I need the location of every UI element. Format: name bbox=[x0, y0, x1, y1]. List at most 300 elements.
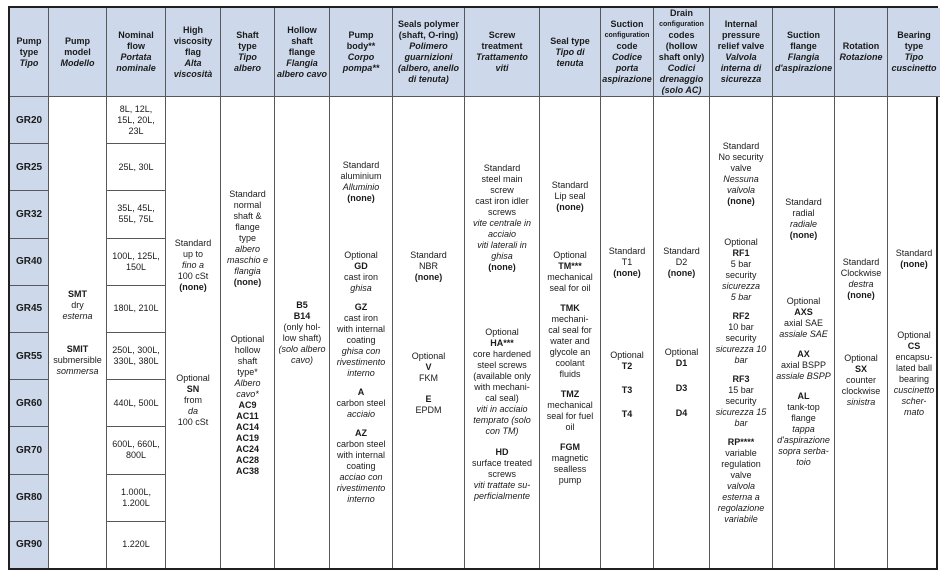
text-line: Alluminio bbox=[342, 182, 380, 192]
header-pump-body bbox=[329, 8, 392, 96]
text-line: temprato (solo bbox=[473, 415, 531, 425]
text-line: D1 bbox=[675, 358, 688, 368]
text-line: SMIT bbox=[66, 343, 89, 354]
header-nominal-flow bbox=[106, 8, 165, 96]
text-line: valve bbox=[730, 162, 752, 173]
text-line: AL bbox=[797, 391, 810, 401]
option-block bbox=[842, 353, 881, 408]
text-line: (none) bbox=[347, 193, 375, 203]
text-line: (none) bbox=[727, 195, 755, 206]
text-line: Codici bbox=[667, 63, 696, 73]
option-block bbox=[336, 428, 385, 505]
text-line: type bbox=[19, 46, 39, 57]
text-line: coolant bbox=[555, 357, 585, 368]
text-line: B5 bbox=[296, 299, 308, 310]
option-block bbox=[776, 349, 831, 382]
text-line: variable bbox=[725, 447, 757, 458]
text-line: Standard bbox=[174, 237, 212, 248]
option-block bbox=[622, 409, 633, 420]
option-block bbox=[718, 437, 765, 525]
header-suction-configuration-code bbox=[600, 8, 653, 96]
text-line: viti in acciaio bbox=[476, 404, 528, 414]
text-line: pressure bbox=[721, 30, 761, 40]
header-suction-flange bbox=[772, 8, 834, 96]
option-block bbox=[410, 250, 447, 283]
text-line: T4 bbox=[621, 408, 633, 419]
text-line: Standard bbox=[842, 257, 880, 267]
text-line: 23L bbox=[128, 125, 144, 136]
text-line: Trattamento bbox=[476, 52, 528, 62]
cell-rotation bbox=[834, 96, 887, 568]
flow-cell bbox=[106, 332, 165, 379]
text-line: 100L, 125L, bbox=[112, 250, 160, 261]
pump-type-cell: GR40 bbox=[10, 238, 48, 285]
text-line: AC38 bbox=[235, 465, 259, 476]
text-line: shaft bbox=[291, 35, 313, 46]
text-line: Codice bbox=[611, 52, 642, 62]
text-line: cuscinetto bbox=[891, 63, 937, 73]
text-line: viti bbox=[495, 63, 509, 73]
text-line: configuration bbox=[659, 21, 704, 28]
text-line: 35L, 45L, bbox=[117, 203, 155, 214]
text-line: up to bbox=[182, 248, 204, 259]
option-block bbox=[552, 180, 589, 213]
text-line: 25L, 30L bbox=[118, 161, 154, 172]
text-line: model bbox=[64, 46, 91, 57]
text-line: Pump bbox=[16, 35, 42, 46]
text-line: acciaio bbox=[346, 409, 375, 419]
text-line: E bbox=[425, 393, 432, 404]
text-line: TM*** bbox=[558, 260, 582, 271]
text-line: Standard bbox=[229, 188, 266, 199]
text-line: Polimero bbox=[409, 41, 448, 51]
text-line: porta bbox=[615, 63, 639, 73]
text-line: RF1 bbox=[732, 247, 750, 258]
text-line: 250L, 300L, bbox=[112, 345, 160, 356]
option-block bbox=[473, 327, 531, 437]
text-line: Albero bbox=[234, 377, 261, 388]
text-line: codes bbox=[668, 30, 695, 40]
text-line: (none) bbox=[789, 230, 818, 240]
text-line: Optional bbox=[411, 350, 446, 361]
header-pump-model bbox=[48, 8, 106, 96]
text-line: 15 bar bbox=[728, 384, 754, 395]
text-line: hollow bbox=[234, 344, 261, 355]
flow-cell bbox=[106, 474, 165, 521]
text-line: flange bbox=[791, 413, 816, 423]
pump-type-cell: GR80 bbox=[10, 474, 48, 521]
text-line: T1 bbox=[621, 256, 633, 267]
text-line: (none) bbox=[233, 276, 262, 287]
pump-type-cell: GR25 bbox=[10, 143, 48, 190]
header-seals-polymer bbox=[392, 8, 464, 96]
text-line: d'aspirazione bbox=[777, 435, 830, 445]
text-line: 1.200L bbox=[122, 497, 150, 508]
text-line: coating bbox=[346, 335, 376, 345]
text-line: Standard bbox=[895, 247, 933, 258]
option-block bbox=[676, 383, 688, 394]
option-block bbox=[415, 394, 441, 416]
text-line: security bbox=[725, 269, 757, 280]
text-line: axial BSPP bbox=[780, 360, 827, 370]
text-line: low shaft) bbox=[282, 332, 322, 343]
flow-cell bbox=[106, 379, 165, 426]
cell-pump-body bbox=[329, 96, 392, 568]
text-line: albero bbox=[234, 243, 261, 254]
option-block bbox=[894, 330, 935, 418]
text-line: 8L, 12L, bbox=[119, 103, 153, 114]
option-block bbox=[779, 296, 828, 340]
cell-shaft-type bbox=[220, 96, 274, 568]
text-line: SMT bbox=[68, 288, 87, 299]
text-line: seal for oil bbox=[549, 282, 591, 293]
option-block bbox=[716, 311, 767, 366]
text-line: viti trattate su- bbox=[473, 480, 531, 490]
text-line: 5 bar bbox=[730, 258, 752, 269]
text-line: cavo) bbox=[290, 354, 313, 365]
text-line: 180L, 210L bbox=[113, 303, 159, 314]
text-line: AC11 bbox=[236, 410, 259, 421]
text-line: bearing bbox=[898, 373, 930, 384]
text-line: Nessuna bbox=[723, 173, 759, 184]
option-block bbox=[663, 246, 700, 279]
header-seal-type bbox=[539, 8, 600, 96]
text-line: FKM bbox=[419, 372, 438, 383]
text-line: No security bbox=[718, 151, 764, 162]
text-line: with mechani- bbox=[474, 382, 530, 392]
text-line: Clockwise bbox=[840, 268, 882, 278]
text-line: assiale BSPP bbox=[776, 371, 831, 381]
text-line: AC19 bbox=[235, 432, 259, 443]
text-line: interno bbox=[347, 494, 375, 504]
text-line: HA*** bbox=[490, 338, 514, 348]
text-line: d'aspirazione bbox=[774, 63, 833, 73]
text-line: glycole an bbox=[549, 346, 591, 357]
text-line: di tenuta) bbox=[408, 74, 449, 84]
text-line: relief valve bbox=[717, 41, 765, 51]
pump-type-cell: GR32 bbox=[10, 190, 48, 237]
text-line: ghisa bbox=[491, 251, 513, 261]
text-line: fluids bbox=[559, 368, 581, 379]
text-line: Tipo bbox=[904, 52, 924, 62]
text-line: counter bbox=[845, 375, 876, 385]
text-line: vite centrale in bbox=[472, 218, 532, 228]
text-line: pompa** bbox=[342, 63, 380, 73]
text-line: normal bbox=[233, 199, 262, 210]
text-line: 150L bbox=[125, 261, 147, 272]
text-line: magnetic bbox=[551, 452, 589, 463]
option-block bbox=[175, 238, 212, 293]
option-block bbox=[53, 344, 102, 377]
option-block bbox=[665, 347, 699, 369]
text-line: assiale SAE bbox=[779, 329, 828, 339]
text-line: (none) bbox=[414, 271, 443, 282]
option-block bbox=[552, 442, 589, 486]
option-block bbox=[722, 237, 760, 303]
text-line: (albero, anello bbox=[397, 63, 459, 73]
text-line: D2 bbox=[675, 257, 688, 267]
pump-type-cell: GR70 bbox=[10, 426, 48, 473]
text-line: A bbox=[357, 387, 365, 397]
header-high-viscosity-flag bbox=[165, 8, 220, 96]
text-line: 15L, 20L, bbox=[117, 114, 155, 125]
text-line: AC28 bbox=[235, 454, 259, 465]
text-line: (none) bbox=[900, 258, 928, 269]
text-line: (none) bbox=[613, 267, 641, 278]
text-line: oil bbox=[565, 421, 575, 432]
header-internal-pressure-relief-valve bbox=[709, 8, 772, 96]
text-line: Bearing bbox=[897, 30, 931, 40]
text-line: EPDM bbox=[415, 404, 442, 415]
text-line: cavo* bbox=[236, 388, 259, 399]
option-block bbox=[344, 250, 378, 294]
text-line: sicurezza bbox=[721, 280, 760, 291]
option-block bbox=[718, 141, 763, 207]
text-line: CS bbox=[907, 340, 921, 351]
text-line: drenaggio bbox=[659, 74, 704, 84]
option-block bbox=[777, 391, 830, 468]
text-line: interno bbox=[347, 368, 375, 378]
text-line: D3 bbox=[675, 383, 688, 393]
text-line: viscosity bbox=[173, 35, 213, 46]
text-line: 800L bbox=[125, 450, 147, 461]
option-block bbox=[278, 300, 325, 366]
option-block bbox=[340, 160, 381, 204]
text-line: guarnizioni bbox=[404, 52, 453, 62]
text-line: axial SAE bbox=[783, 318, 824, 328]
text-line: viti laterali in bbox=[477, 240, 527, 250]
text-line: screws bbox=[487, 207, 516, 217]
text-line: Seal type bbox=[550, 35, 590, 46]
text-line: Modello bbox=[60, 57, 95, 68]
text-line: steel main bbox=[481, 174, 523, 184]
option-block bbox=[547, 250, 593, 294]
text-line: mechanical bbox=[547, 399, 593, 410]
text-line: coating bbox=[346, 461, 376, 471]
cell-suction-config bbox=[600, 96, 653, 568]
text-line: Optional bbox=[664, 347, 699, 357]
text-line: carbon steel bbox=[336, 398, 386, 408]
text-line: Valvola bbox=[725, 52, 757, 62]
cell-suction-flange bbox=[772, 96, 834, 568]
text-line: Optional bbox=[230, 333, 265, 344]
text-line: HD bbox=[495, 447, 509, 457]
text-line: AXS bbox=[794, 307, 813, 317]
text-line: aspirazione bbox=[602, 74, 652, 84]
text-line: 10 bar bbox=[728, 321, 754, 332]
text-line: submersible bbox=[53, 354, 102, 365]
text-line: Portata bbox=[120, 52, 152, 62]
text-line: Rotation bbox=[842, 41, 880, 51]
text-line: Standard bbox=[410, 249, 447, 260]
text-line: carbon steel bbox=[336, 439, 386, 449]
text-line: B14 bbox=[293, 310, 311, 321]
text-line: TMK bbox=[560, 302, 580, 313]
flow-cell bbox=[106, 521, 165, 568]
text-line: mato bbox=[903, 406, 924, 417]
text-line: type bbox=[904, 41, 924, 51]
text-line: Hollow bbox=[287, 24, 317, 35]
text-line: AX bbox=[797, 349, 810, 359]
text-line: cal seal for bbox=[548, 324, 592, 335]
text-line: 440L, 500L bbox=[113, 397, 159, 408]
cell-drain-config bbox=[653, 96, 709, 568]
text-line: SN bbox=[186, 383, 200, 394]
text-line: AC24 bbox=[235, 443, 259, 454]
text-line: screws bbox=[487, 469, 516, 479]
text-line: with internal bbox=[336, 450, 386, 460]
text-line: cal seal) bbox=[485, 393, 519, 403]
option-block bbox=[231, 334, 265, 477]
option-block bbox=[227, 189, 268, 288]
header-bearing-type bbox=[887, 8, 940, 96]
text-line: Pump bbox=[64, 35, 90, 46]
text-line: Pump bbox=[348, 30, 374, 40]
option-block bbox=[547, 389, 594, 433]
text-line: radiale bbox=[789, 219, 818, 229]
text-line: V bbox=[425, 361, 432, 372]
option-block bbox=[548, 303, 592, 380]
text-line: Suction bbox=[610, 19, 644, 29]
pump-type-cell: GR90 bbox=[10, 521, 48, 568]
text-line: Standard bbox=[342, 160, 380, 170]
text-line: type* bbox=[237, 366, 258, 377]
text-line: encapsu- bbox=[895, 351, 933, 362]
text-line: T2 bbox=[621, 360, 633, 371]
text-line: TMZ bbox=[560, 388, 580, 399]
text-line: albero bbox=[233, 63, 261, 73]
pump-type-cell: GR60 bbox=[10, 379, 48, 426]
text-line: clockwise bbox=[841, 386, 881, 396]
text-line: (shaft, O-ring) bbox=[398, 30, 459, 40]
text-line: Standard bbox=[785, 197, 822, 207]
text-line: perficialmente bbox=[473, 491, 530, 501]
text-line: 1.000L, bbox=[120, 486, 152, 497]
text-line: treatment bbox=[481, 41, 523, 51]
text-line: viscosità bbox=[173, 68, 213, 79]
option-block bbox=[62, 289, 92, 322]
text-line: radial bbox=[792, 208, 815, 218]
text-line: Suction bbox=[787, 30, 820, 40]
pump-spec-table bbox=[8, 6, 938, 570]
header-shaft-type bbox=[220, 8, 274, 96]
text-line: Optional bbox=[344, 250, 378, 260]
flow-cell bbox=[106, 426, 165, 473]
flow-cell bbox=[106, 285, 165, 332]
text-line: Optional bbox=[553, 249, 587, 260]
text-line: Drain bbox=[669, 8, 693, 18]
pump-type-cell: GR20 bbox=[10, 96, 48, 143]
text-line: (none) bbox=[667, 268, 696, 278]
text-line: da bbox=[187, 405, 198, 416]
text-line: (available only bbox=[473, 371, 531, 381]
text-line: RF3 bbox=[732, 373, 750, 384]
text-line: albero cavo bbox=[276, 68, 328, 79]
option-block bbox=[176, 373, 210, 428]
text-line: (solo albero bbox=[278, 343, 326, 354]
text-line: regolazione bbox=[717, 502, 765, 513]
text-line: maschio e bbox=[226, 254, 269, 265]
option-block bbox=[676, 408, 688, 419]
pump-type-cell: GR55 bbox=[10, 332, 48, 379]
text-line: GZ bbox=[354, 302, 368, 312]
option-block bbox=[610, 350, 644, 372]
text-line: Standard bbox=[608, 245, 646, 256]
text-line: Tipo bbox=[19, 57, 39, 68]
text-line: Optional bbox=[176, 372, 210, 383]
option-block bbox=[716, 374, 767, 429]
option-block bbox=[336, 387, 385, 420]
text-line: ghisa bbox=[350, 283, 372, 293]
text-line: acciao con bbox=[339, 472, 383, 482]
text-line: acciaio bbox=[487, 229, 516, 239]
text-line: Seals polymer bbox=[397, 19, 460, 29]
option-block bbox=[622, 385, 633, 396]
text-line: flange bbox=[235, 221, 260, 232]
text-line: Alta bbox=[184, 57, 202, 68]
text-line: sicurezza 15 bbox=[715, 406, 767, 417]
text-line: from bbox=[184, 394, 202, 405]
text-line: seal for fuel bbox=[546, 410, 594, 421]
text-line: 1.220L bbox=[122, 539, 150, 550]
text-line: esterna bbox=[62, 310, 93, 321]
option-block bbox=[896, 248, 933, 270]
text-line: flange bbox=[790, 41, 817, 51]
text-line: valve bbox=[730, 469, 752, 480]
text-line: esterna a bbox=[722, 491, 760, 502]
text-line: 330L, 380L bbox=[113, 356, 159, 367]
text-line: Corpo bbox=[347, 52, 375, 62]
text-line: lated ball bbox=[895, 362, 933, 373]
text-line: High bbox=[183, 24, 203, 35]
text-line: Standard bbox=[722, 140, 760, 151]
cell-bearing-type bbox=[887, 96, 940, 568]
text-line: Flangia bbox=[787, 52, 820, 62]
text-line: dry bbox=[71, 299, 84, 310]
text-line: AC14 bbox=[235, 421, 259, 432]
text-line: type bbox=[238, 232, 256, 243]
text-line: scher- bbox=[901, 395, 927, 406]
header-hollow-shaft-flange bbox=[274, 8, 329, 96]
text-line: con TM) bbox=[485, 426, 519, 436]
text-line: 600L, 660L, bbox=[112, 439, 160, 450]
cell-high-viscosity bbox=[165, 96, 220, 568]
text-line: flange bbox=[288, 46, 316, 57]
text-line: (none) bbox=[556, 201, 584, 212]
text-line: cast iron bbox=[343, 313, 378, 323]
text-line: Shaft bbox=[236, 30, 259, 40]
text-line: Optional bbox=[724, 236, 758, 247]
text-line: body** bbox=[346, 41, 376, 51]
text-line: AZ bbox=[355, 428, 367, 438]
text-line: Standard bbox=[551, 179, 589, 190]
text-line: 100 cSt bbox=[177, 416, 209, 427]
cell-hollow-shaft-flange bbox=[274, 96, 329, 568]
text-line: Optional bbox=[844, 353, 878, 363]
option-block bbox=[473, 163, 531, 273]
text-line: sinistra bbox=[846, 397, 876, 407]
option-block bbox=[472, 447, 532, 502]
text-line: interna di bbox=[720, 63, 762, 73]
text-line: destra bbox=[848, 279, 874, 289]
text-line: security bbox=[725, 395, 757, 406]
text-line: nominale bbox=[116, 63, 156, 73]
text-line: SX bbox=[854, 364, 867, 374]
text-line: mechanical bbox=[547, 271, 593, 282]
text-line: (none) bbox=[179, 281, 207, 292]
text-line: Internal bbox=[724, 19, 758, 29]
text-line: code bbox=[616, 41, 638, 51]
